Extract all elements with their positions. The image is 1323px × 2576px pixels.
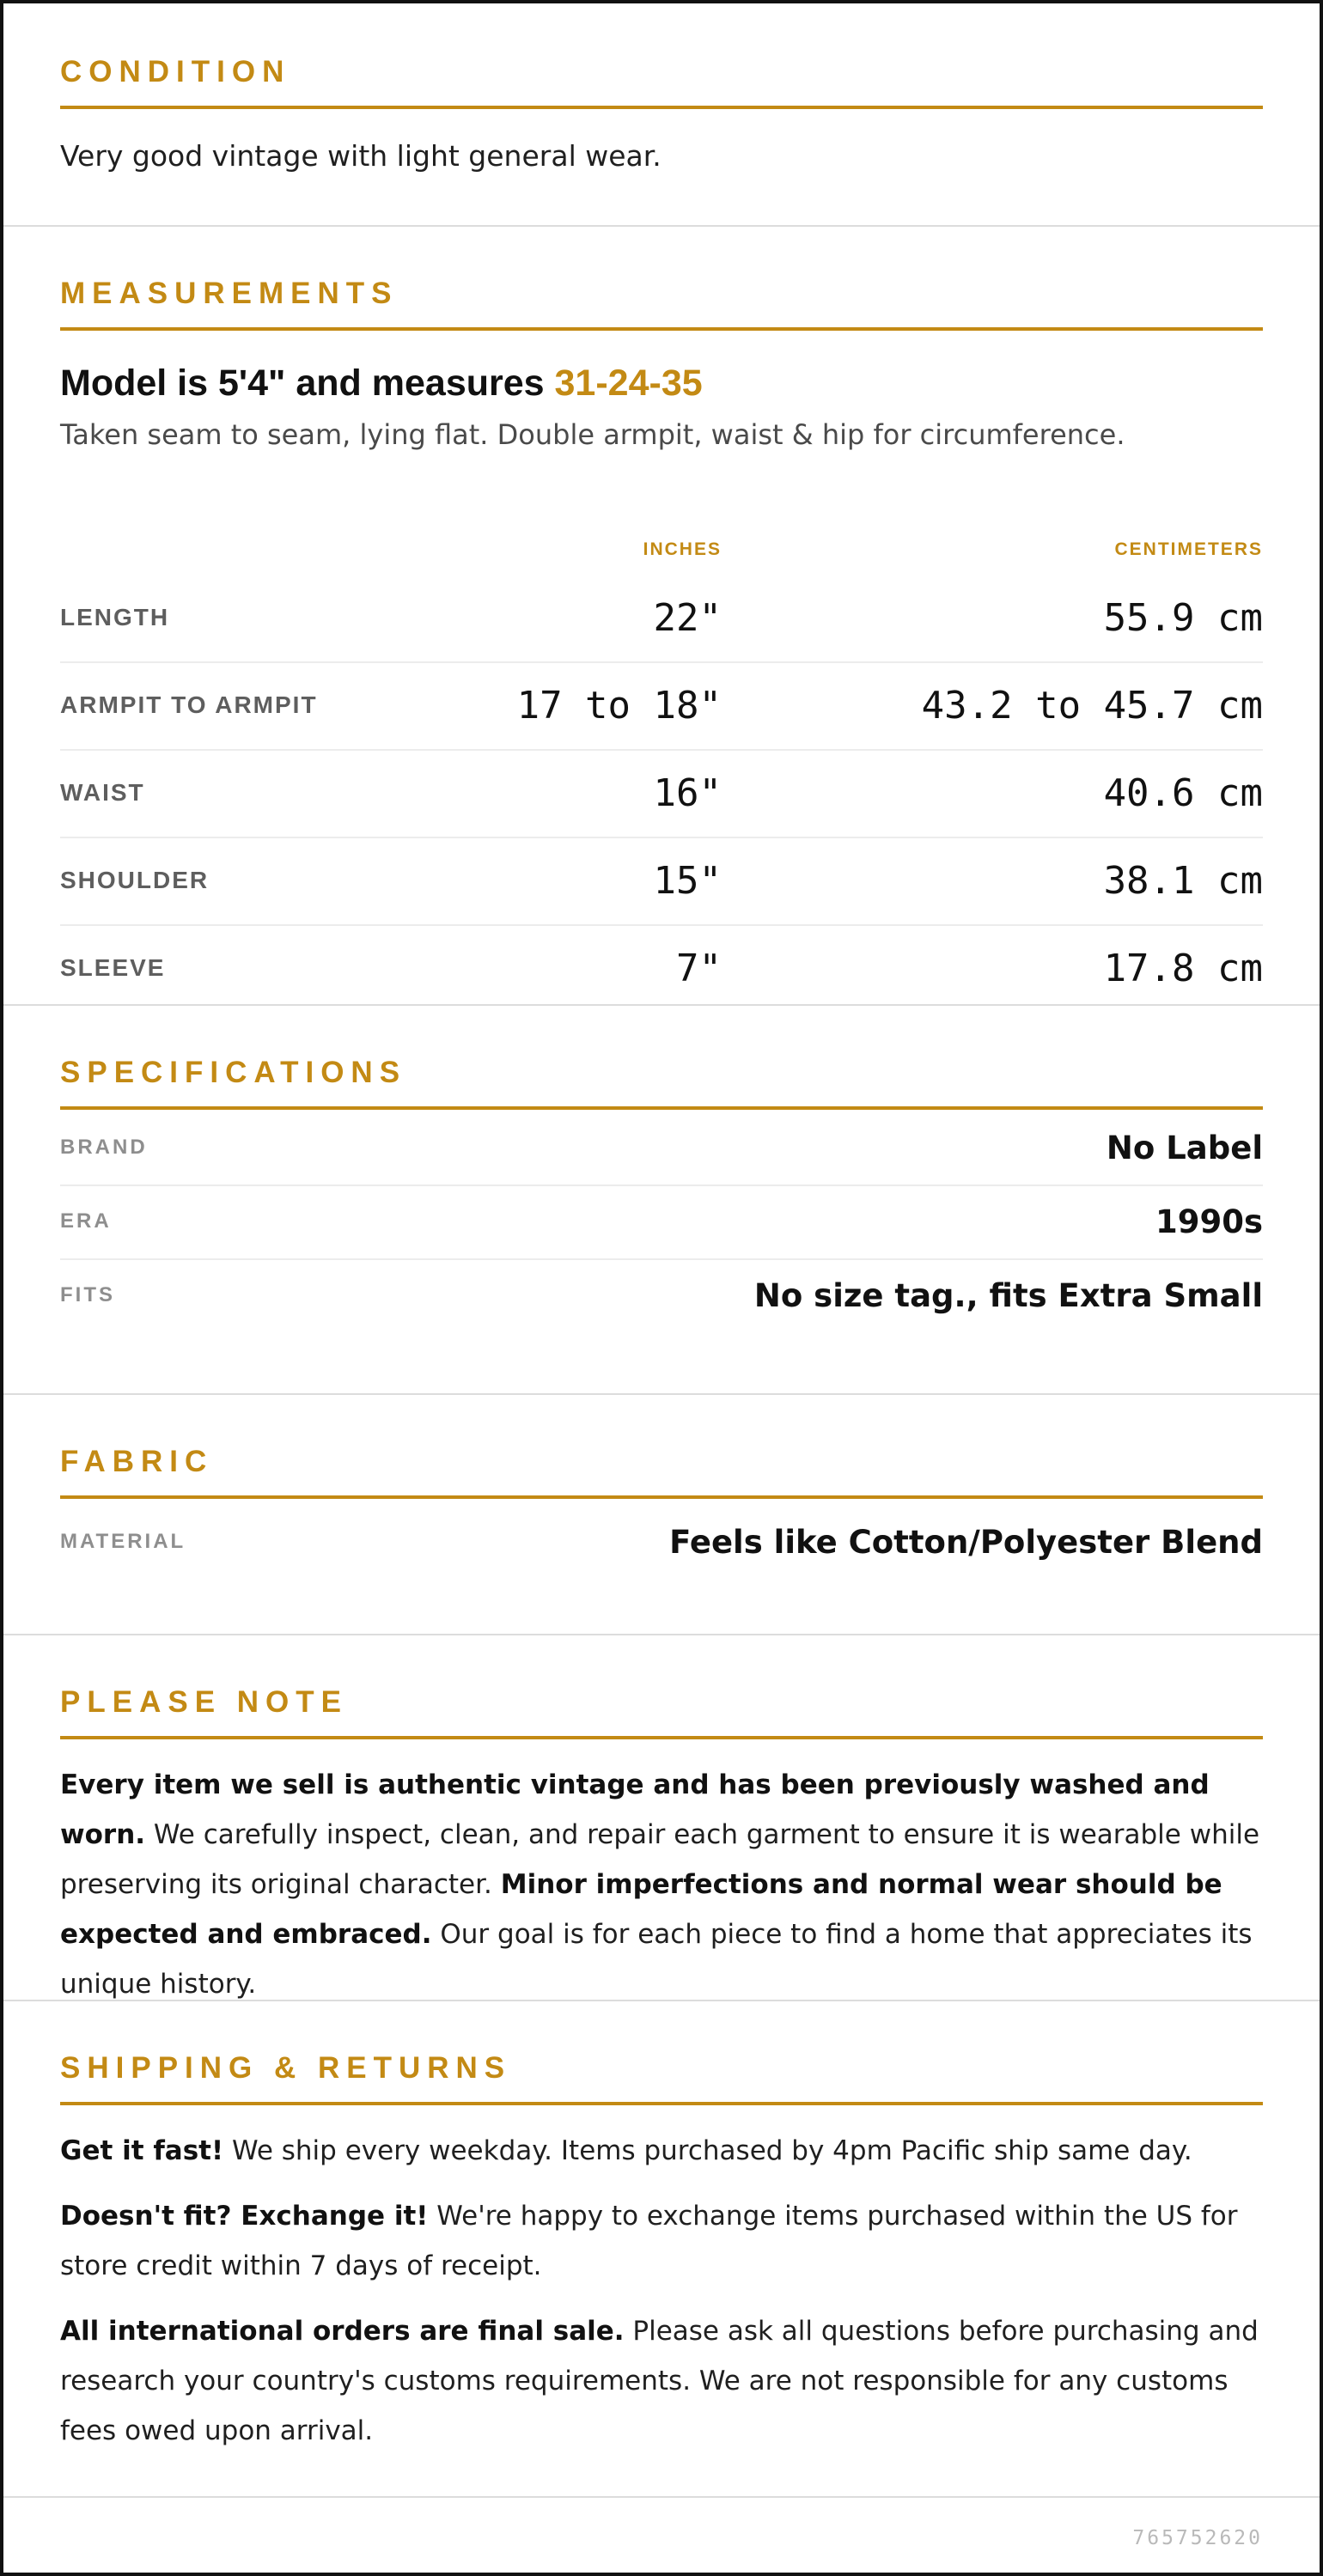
condition-text: Very good vintage with light general wear.	[60, 139, 662, 173]
measurement-inches: 7"	[676, 946, 722, 990]
please-note-text-2: Our goal is for each piece to find a home that appreciates its unique history.	[60, 1919, 1253, 2000]
fabric-rule	[60, 1495, 1263, 1499]
shipping-paragraph-exchange	[60, 2191, 1263, 2291]
specifications-rule	[60, 1106, 1263, 1110]
shipping-international-text: Please ask all questions before purchasing and research your country's customs requirements. We are not responsible for any customs fees owed upon arrival.	[60, 2316, 1259, 2446]
measurement-centimeters: 38.1 cm	[1103, 858, 1263, 903]
measurements-section	[3, 225, 1320, 1006]
condition-section	[3, 3, 1320, 227]
measurement-note: Taken seam to seam, lying flat. Double armpit, waist & hip for circumference.	[60, 418, 1125, 451]
specifications-section	[3, 1004, 1320, 1395]
please-note-heading: PLEASE NOTE	[60, 1685, 348, 1719]
measurement-centimeters: 17.8 cm	[1103, 946, 1263, 990]
spec-row-fits	[60, 1258, 1263, 1332]
model-measure: 31-24-35	[554, 362, 703, 404]
measurement-inches: 16"	[653, 770, 722, 815]
measurement-row-armpit	[60, 661, 1263, 751]
measurement-centimeters: 40.6 cm	[1103, 770, 1263, 815]
model-prefix: Model is 5'4" and measures	[60, 362, 555, 404]
fabric-heading: FABRIC	[60, 1445, 214, 1478]
spec-label: FITS	[60, 1283, 115, 1306]
shipping-paragraph-international	[60, 2306, 1263, 2456]
measurement-inches: 15"	[653, 858, 722, 903]
measurement-inches: 22"	[653, 595, 722, 640]
measurements-heading: MEASUREMENTS	[60, 277, 399, 310]
measurement-centimeters: 43.2 to 45.7 cm	[921, 683, 1263, 728]
shipping-fast-text: We ship every weekday. Items purchased by 4pm Pacific ship same day.	[223, 2135, 1192, 2166]
please-note-bold-2: Minor imperfections and normal wear should be expected and embraced.	[60, 1869, 1222, 1950]
shipping-exchange-text: We're happy to exchange items purchased within the US for store credit within 7 days of receipt.	[60, 2201, 1238, 2281]
spec-row-brand	[60, 1111, 1263, 1186]
fabric-label: MATERIAL	[60, 1530, 186, 1553]
shipping-body	[60, 2126, 1263, 2456]
inches-column-header: INCHES	[643, 539, 722, 559]
sku-number: 765752620	[1132, 2527, 1263, 2549]
spec-value: No Label	[1106, 1129, 1263, 1166]
shipping-international-bold: All international orders are final sale.	[60, 2316, 625, 2347]
condition-heading: CONDITION	[60, 55, 291, 88]
spec-label: ERA	[60, 1209, 112, 1233]
measurement-label: ARMPIT TO ARMPIT	[60, 691, 318, 718]
measurement-row-length	[60, 574, 1263, 663]
measurement-row-shoulder	[60, 837, 1263, 926]
fabric-row-material	[60, 1505, 1263, 1579]
please-note-section	[3, 1634, 1320, 2001]
spec-value: No size tag., fits Extra Small	[753, 1276, 1263, 1314]
please-note-rule	[60, 1736, 1263, 1739]
measurement-label: SLEEVE	[60, 954, 166, 981]
fabric-value: Feels like Cotton/Polyester Blend	[669, 1523, 1263, 1561]
spec-row-era	[60, 1184, 1263, 1260]
measurement-label: LENGTH	[60, 604, 170, 630]
measurement-row-sleeve	[60, 924, 1263, 1012]
condition-rule	[60, 106, 1263, 109]
please-note-text-1: We carefully inspect, clean, and repair each garment to ensure it is wearable while preserving its original character.	[60, 1819, 1260, 1900]
measurement-label: SHOULDER	[60, 867, 210, 893]
shipping-heading: SHIPPING & RETURNS	[60, 2051, 512, 2085]
shipping-exchange-bold: Doesn't fit? Exchange it!	[60, 2201, 429, 2232]
footer	[3, 2496, 1320, 2576]
measurement-inches: 17 to 18"	[516, 683, 722, 728]
centimeters-column-header: CENTIMETERS	[1114, 539, 1263, 559]
shipping-fast-bold: Get it fast!	[60, 2135, 224, 2166]
model-measurements	[60, 362, 1263, 404]
shipping-section	[3, 2000, 1320, 2498]
shipping-rule	[60, 2102, 1263, 2105]
please-note-text	[60, 1760, 1263, 2009]
fabric-section	[3, 1393, 1320, 1635]
measurements-rule	[60, 327, 1263, 331]
spec-value: 1990s	[1155, 1203, 1263, 1240]
measurement-row-waist	[60, 749, 1263, 838]
measurement-centimeters: 55.9 cm	[1103, 595, 1263, 640]
spec-label: BRAND	[60, 1136, 148, 1159]
please-note-bold-1: Every item we sell is authentic vintage and has been previously washed and worn.	[60, 1769, 1210, 1850]
shipping-paragraph-fast	[60, 2126, 1263, 2176]
measurement-label: WAIST	[60, 779, 145, 806]
specifications-heading: SPECIFICATIONS	[60, 1056, 407, 1089]
